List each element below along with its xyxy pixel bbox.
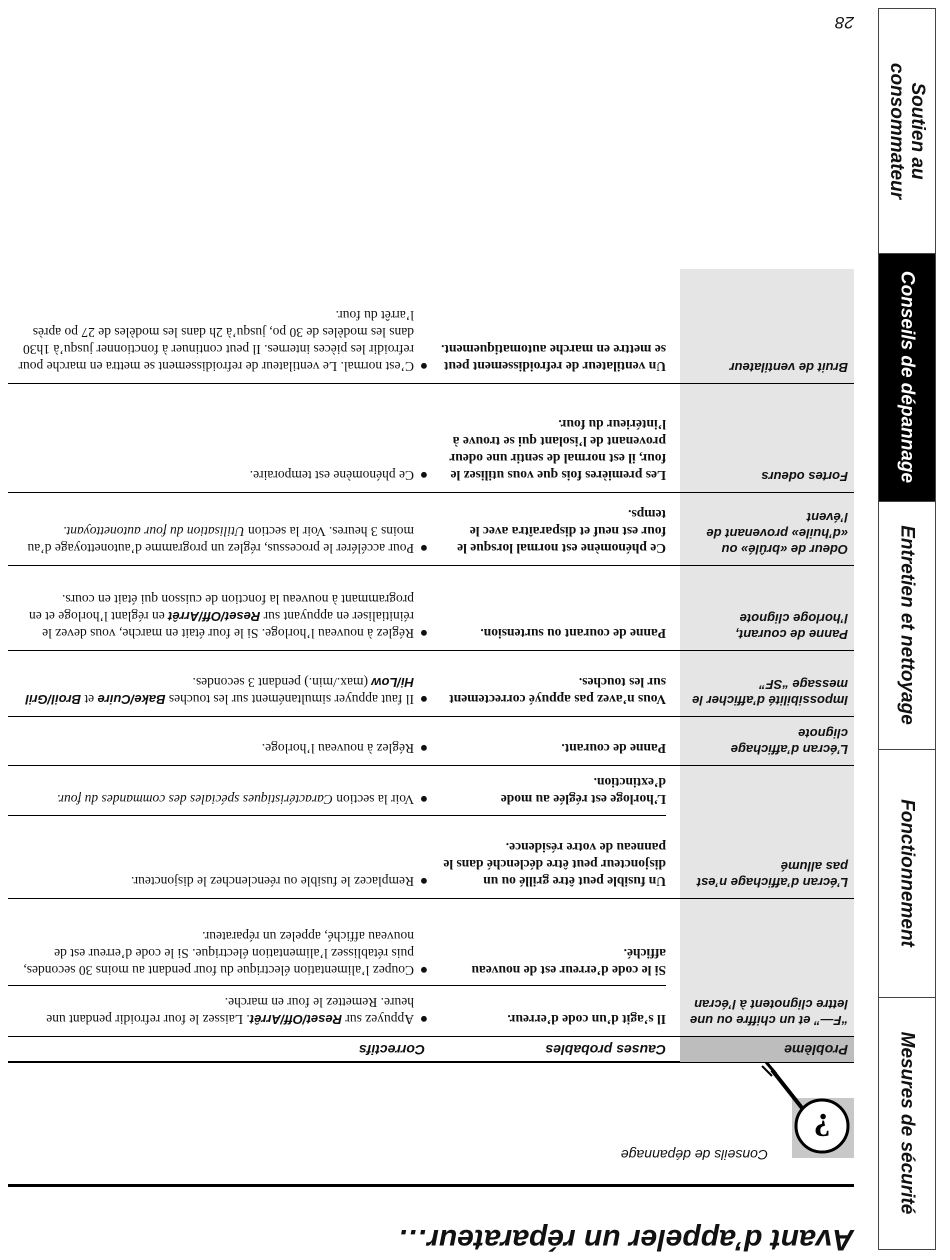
header-fixes: Correctifs (358, 1042, 425, 1058)
bullet: ● (419, 1012, 428, 1027)
problem-fan-noise: Bruit de ventilateur (729, 360, 848, 375)
reset-key-label: Reset/Off/Arrêt (249, 1012, 343, 1027)
problem-display-blinks: L’écran d’affichage clignote (730, 726, 848, 757)
problem-clock-blinks: Panne de courant, l’horloge clignote (735, 611, 848, 642)
tab-label: Mesures de sécurité (896, 1032, 918, 1215)
fix-fuse: ● Remplacez le fusible ou réenclenchez le disjoncteur. (131, 874, 428, 889)
tab-label: Entretien et nettoyage (896, 525, 918, 726)
tab-label: Fonctionnement (896, 799, 918, 948)
cause-keys: Vous n’avez pas appuyé correctement sur les touches. (449, 675, 666, 707)
fix-clock-off: ● Voir la section Caractéristiques spéciales des commandes du four. (56, 792, 428, 807)
row-divider (8, 650, 854, 651)
row-divider (8, 815, 666, 816)
fix-keys: ● Il faut appuyer simultanément sur les touches Bake/Cuire et Broil/Gril Hi/Low (max./min.) pendant 3 secondes. (25, 675, 428, 707)
section-tabs (878, 8, 936, 1250)
tab-conseils-de-depannage[interactable] (879, 253, 935, 501)
row-divider (8, 898, 854, 899)
header-causes: Causes probables (545, 1042, 666, 1058)
problem-sf-message: Impossibilité d’afficher le message “SF” (692, 677, 848, 708)
row-divider (8, 985, 666, 986)
cause-surge: Panne de courant ou surtension. (480, 626, 666, 641)
row-divider (8, 716, 854, 717)
cause-clock-off: L’horloge est réglée au mode d’extinction. (500, 775, 666, 807)
fix-normal-fan: ● C’est normal. Le ventilateur de refroidissement se mettra en marche pour refroidir les pièces internes. Il peut continuer à fonctionner jusqu’à 1h30 dans les modèles de 30 po, jusqu’à 2h dans les modèles de 27 po après l’arrêt du four. (18, 308, 428, 374)
row-divider (8, 765, 854, 766)
cause-new-oven: Ce phénomène est normal lorsque le four est neuf et disparaîtra avec le temps. (457, 507, 666, 556)
header-problem: Problème (680, 1037, 854, 1062)
problem-error-code: “F—” et un chiffre ou une lettre clignotent à l’écran (690, 997, 848, 1028)
fix-reset-clock: ● Réglez à nouveau l’horloge. (261, 741, 428, 756)
tab-entretien-et-nettoyage[interactable] (879, 501, 935, 749)
tab-label: Soutien au consommateur (886, 62, 928, 200)
cause-error-repeat: Si le code d’erreur est de nouveau affiché. (471, 946, 666, 978)
tab-mesures-de-securite[interactable] (879, 997, 935, 1249)
fix-self-clean: ● Pour accélérer le processus, réglez un programme d’autonettoyage d’au moins 3 heures. Voir la section Utilisation du four autonettoyant. (27, 524, 428, 556)
tab-fonctionnement[interactable] (879, 749, 935, 997)
cause-power-outage: Panne de courant. (561, 741, 666, 756)
fix-error-repeat: ● Coupez l’alimentation électrique du four pendant au moins 30 secondes, puis rétablissez l’alimentation électrique. Si le code d’erreur est de nouveau affiché, appelez un réparateur. (23, 929, 428, 978)
fix-surge: ● Réglez à nouveau l’horloge. Si le four était en marche, vous devez le réinitialiser en appuyant sur Reset/Off/Arrêt en réglant l’horloge et en programmant à nouveau la fonction de cuisson qui était en cours. (28, 592, 428, 641)
cause-error-code: Il s’agit d’un code d’erreur. (507, 1012, 666, 1027)
cause-cooling-fan: Un ventilateur de refroidissement peut se mettre en marche automatiquement. (441, 342, 666, 374)
header-divider (8, 1184, 854, 1187)
fix-temporary: ● Ce phénomène est temporaire. (249, 468, 428, 483)
fix-error-code: ● Appuyez sur Reset/Off/Arrêt. Laissez le four refroidir pendant une heure. Remettez le four en marche. (46, 995, 428, 1027)
section-subtitle: Conseils de dépannage (620, 1147, 768, 1163)
tab-soutien-au-consommateur[interactable] (879, 9, 935, 253)
page-number: 28 (835, 13, 854, 32)
troubleshooting-icon (792, 1098, 854, 1158)
cause-fuse: Un fusible peut être grillé ou un disjoncteur peut être déclenché dans le panneau de votre résidence. (443, 840, 666, 889)
problem-strong-odors: Fortes odeurs (761, 469, 848, 484)
row-divider (8, 492, 854, 493)
tab-label: Conseils de dépannage (896, 271, 918, 484)
row-divider (8, 383, 854, 384)
svg-text:?: ? (813, 1106, 831, 1143)
page-title: Avant d’appeler un réparateur… (397, 1223, 854, 1256)
cause-insulation: Les premières fois que vous utilisez le four, il est normal de sentir une odeur provenant de l’isolant qui se trouve à l’intérieur du four. (449, 417, 666, 483)
problem-display-off: L’écran d’affichage n’est pas allumé (696, 859, 848, 890)
row-divider (8, 565, 854, 566)
problem-burning-smell: Odeur de «brûlé» ou «d’huile» provenant de l’évent (706, 510, 848, 557)
header-rule (8, 1036, 854, 1037)
problem-column-background (680, 269, 854, 1037)
